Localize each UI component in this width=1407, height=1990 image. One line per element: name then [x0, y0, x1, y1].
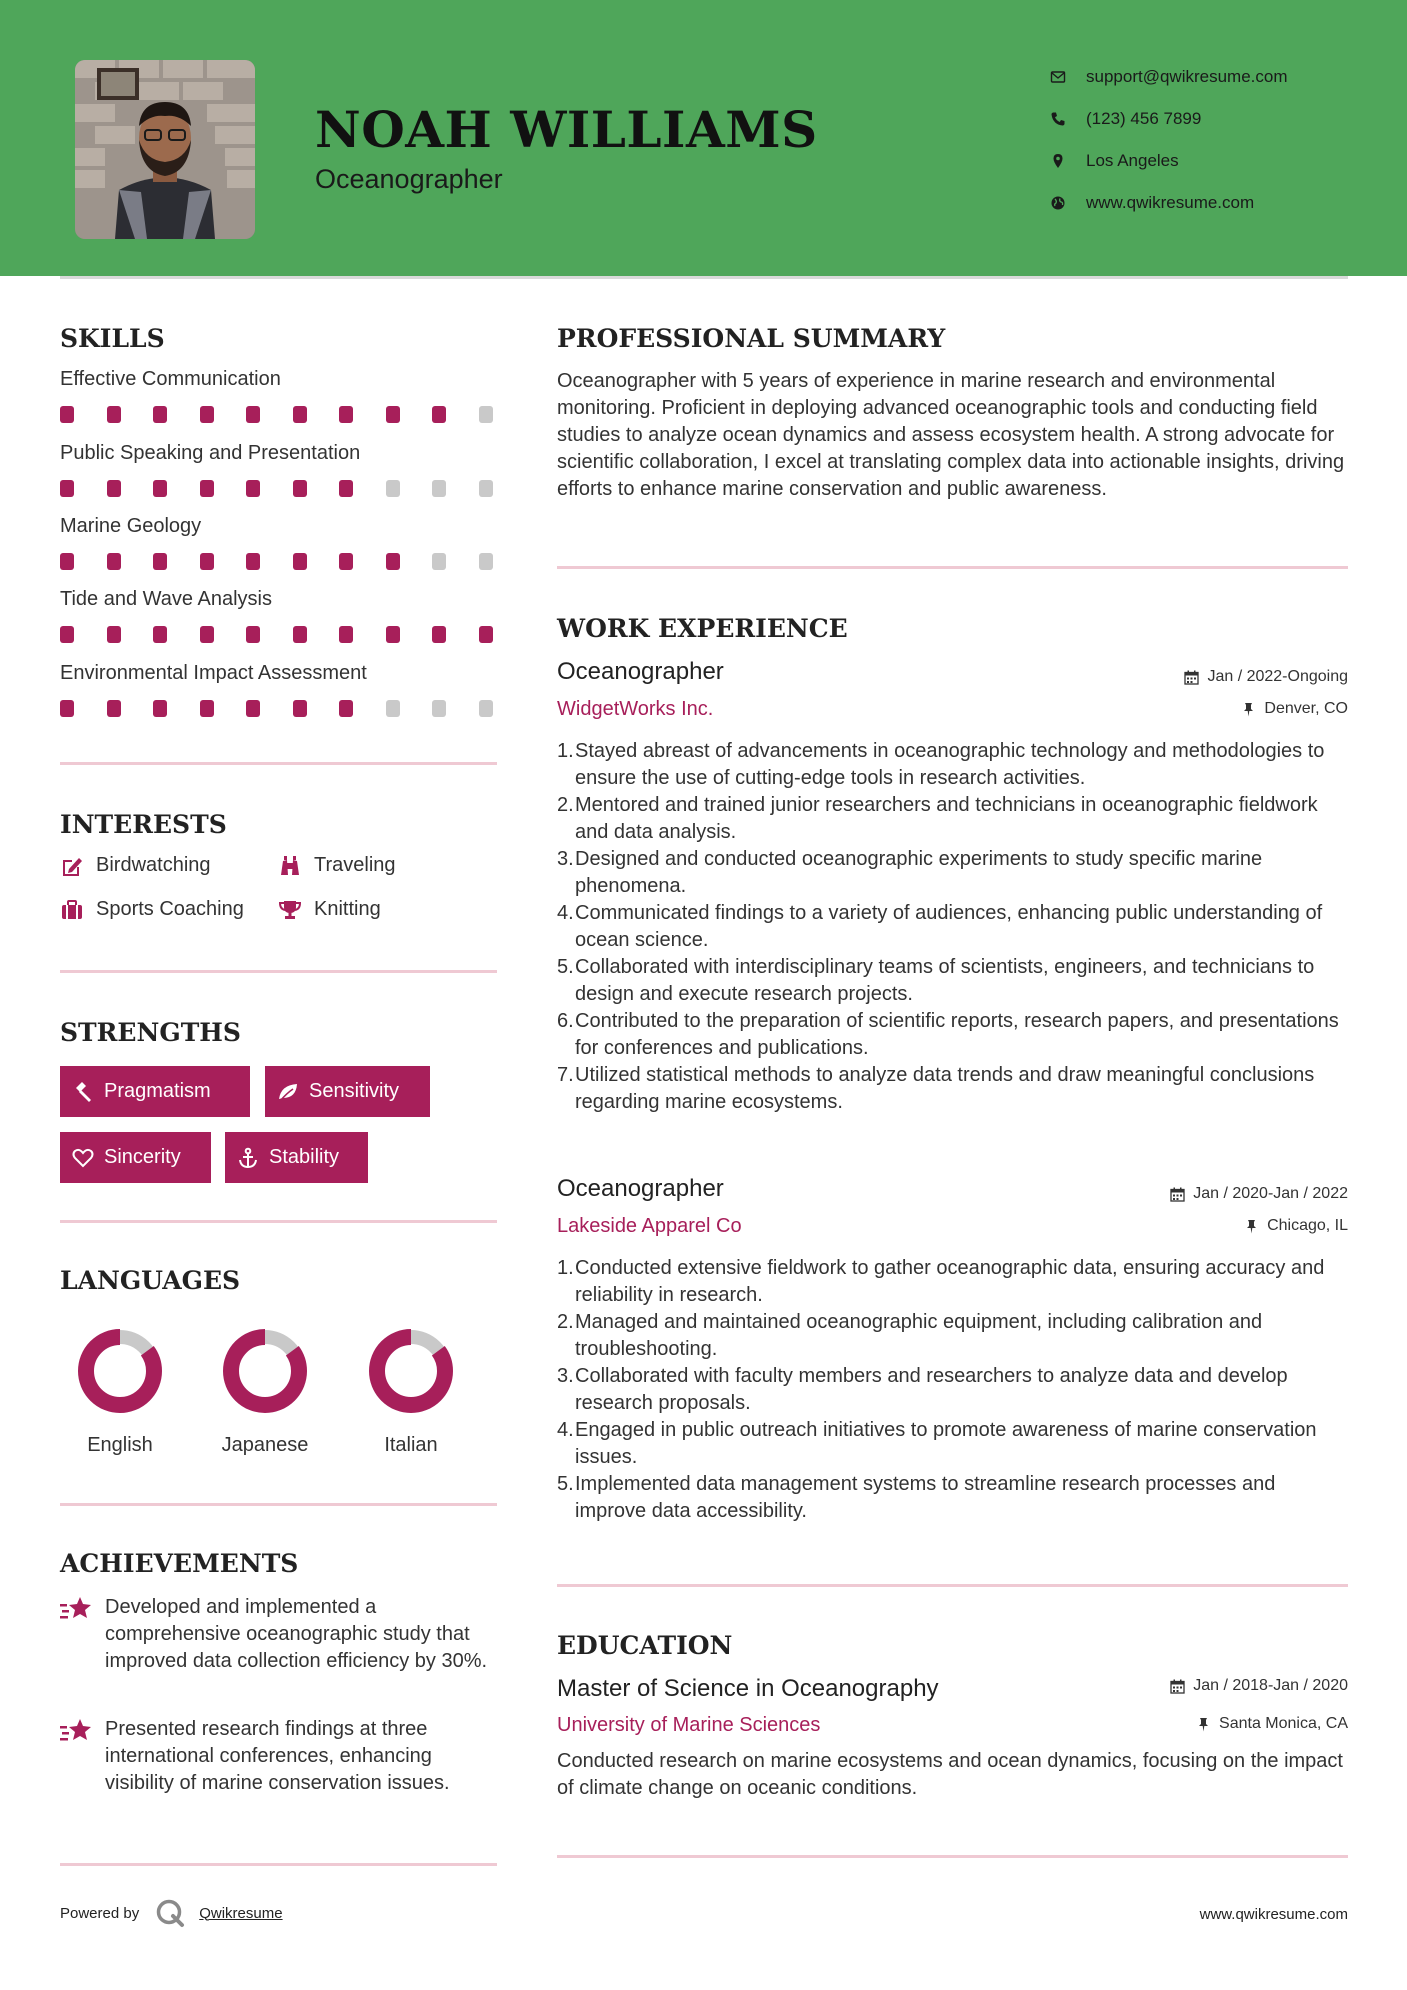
duty-number: 1. — [557, 740, 574, 762]
thumbtack-icon — [1244, 1219, 1259, 1234]
skill-name: Tide and Wave Analysis — [60, 588, 272, 610]
duty-text: Collaborated with faculty members and researchers to analyze data and develop research proposals. — [575, 1365, 1288, 1414]
skill-name: Effective Communication — [60, 368, 281, 390]
duty-item — [557, 1471, 1347, 1525]
achievement-text: Developed and implemented a comprehensive oceanographic study that improved data collection efficiency by 30%. — [105, 1596, 488, 1672]
duty-text: Designed and conducted oceanographic experiments to study specific marine phenomena. — [575, 848, 1263, 897]
duty-item — [557, 792, 1347, 846]
education-dates — [1170, 1677, 1348, 1695]
strength-chip — [265, 1066, 430, 1117]
duty-number: 5. — [557, 1473, 574, 1495]
education-location-text: Santa Monica, CA — [1219, 1715, 1348, 1732]
rating-dot-filled — [293, 406, 307, 423]
duty-item — [557, 1062, 1347, 1116]
contact-website[interactable] — [1050, 182, 1380, 224]
rating-dot-filled — [293, 700, 307, 717]
rating-dot-filled — [60, 480, 74, 497]
duty-text: Implemented data management systems to streamline research processes and improve data accessibility. — [575, 1473, 1276, 1522]
rating-dot-empty — [386, 700, 400, 717]
duty-item — [557, 1417, 1347, 1471]
job-title: Oceanographer — [557, 658, 724, 685]
achievement-item — [60, 1716, 500, 1797]
map-marker-icon — [1050, 153, 1086, 169]
interest-item — [278, 854, 396, 877]
rating-dot-filled — [339, 406, 353, 423]
job-location — [1241, 700, 1348, 718]
rating-dot-filled — [60, 700, 74, 717]
powered-by-text: Powered by — [60, 1904, 140, 1922]
anchor-icon — [237, 1147, 259, 1169]
shooting-star-icon — [60, 1717, 92, 1745]
contact-list — [1050, 56, 1380, 224]
calendar-icon — [1170, 1187, 1185, 1202]
strength-label: Stability — [269, 1146, 340, 1168]
rating-dot-filled — [293, 626, 307, 643]
language-item — [351, 1326, 471, 1457]
duty-item — [557, 1363, 1347, 1417]
job-title: Oceanographer — [557, 1175, 724, 1202]
interest-item — [60, 854, 211, 877]
duty-number: 1. — [557, 1257, 574, 1279]
contact-location-text: Los Angeles — [1086, 151, 1179, 170]
thumbtack-icon — [1196, 1717, 1211, 1732]
duty-number: 4. — [557, 1419, 574, 1441]
skills-title: SKILLS — [60, 324, 165, 353]
contact-email-text: support@qwikresume.com — [1086, 67, 1288, 86]
footer-powered-by — [60, 1898, 283, 1928]
rating-dot-empty — [479, 553, 493, 570]
rating-dot-filled — [153, 626, 167, 643]
job-location-text: Denver, CO — [1264, 700, 1348, 717]
duty-item — [557, 738, 1347, 792]
rating-dot-filled — [107, 700, 121, 717]
job-duties — [557, 738, 1347, 1116]
language-item — [205, 1326, 325, 1457]
achievement-item — [60, 1594, 500, 1675]
rating-dot-filled — [107, 626, 121, 643]
edit-icon — [60, 855, 84, 877]
rating-dot-filled — [432, 626, 446, 643]
rating-dot-filled — [200, 700, 214, 717]
contact-website-text: www.qwikresume.com — [1086, 193, 1255, 212]
job-duties — [557, 1255, 1347, 1525]
language-item — [60, 1326, 180, 1457]
resume-header — [0, 0, 1407, 276]
job-dates — [1170, 1185, 1348, 1203]
rating-dot-empty — [479, 480, 493, 497]
heart-icon — [72, 1147, 94, 1169]
rating-dot-filled — [246, 553, 260, 570]
candidate-role: Oceanographer — [315, 164, 503, 194]
rating-dot-filled — [153, 553, 167, 570]
rating-dot-filled — [479, 626, 493, 643]
calendar-icon — [1184, 670, 1199, 685]
duty-text: Collaborated with interdisciplinary teams of scientists, engineers, and technicians to design and execute research projects. — [575, 956, 1315, 1005]
calendar-icon — [1170, 1679, 1185, 1694]
leaf-icon — [277, 1081, 299, 1103]
job-location-text: Chicago, IL — [1267, 1217, 1348, 1234]
job-company: WidgetWorks Inc. — [557, 698, 714, 720]
duty-item — [557, 1008, 1347, 1062]
rating-dot-filled — [200, 406, 214, 423]
achievement-text: Presented research findings at three international conferences, enhancing visibility of marine conservation issues. — [105, 1718, 450, 1794]
skill-name: Environmental Impact Assessment — [60, 662, 367, 684]
briefcase-icon — [60, 899, 84, 921]
rating-dot-filled — [200, 553, 214, 570]
rating-dot-empty — [432, 553, 446, 570]
phone-icon — [1050, 111, 1086, 127]
section-divider — [557, 1584, 1348, 1587]
profile-photo-image — [75, 60, 255, 239]
interests-title: INTERESTS — [60, 810, 227, 839]
section-divider — [60, 970, 497, 973]
language-donut — [366, 1326, 456, 1416]
duty-number: 4. — [557, 902, 574, 924]
summary-title: PROFESSIONAL SUMMARY — [557, 324, 946, 353]
rating-dot-filled — [246, 480, 260, 497]
duty-text: Managed and maintained oceanographic equipment, including calibration and troubleshooting. — [575, 1311, 1263, 1360]
skill-name: Public Speaking and Presentation — [60, 442, 361, 464]
skill-rating — [60, 480, 525, 497]
skill-rating — [60, 626, 525, 643]
section-divider — [60, 1863, 497, 1866]
strength-label: Sensitivity — [309, 1080, 400, 1102]
rating-dot-filled — [246, 626, 260, 643]
header-divider — [60, 276, 1348, 279]
interest-label: Traveling — [314, 854, 396, 876]
duty-number: 2. — [557, 794, 574, 816]
duty-number: 5. — [557, 956, 574, 978]
rating-dot-filled — [246, 700, 260, 717]
language-label: English — [87, 1434, 153, 1456]
interest-label: Sports Coaching — [96, 898, 244, 920]
rating-dot-filled — [153, 480, 167, 497]
contact-phone[interactable] — [1050, 98, 1380, 140]
languages-title: LANGUAGES — [60, 1266, 241, 1295]
education-dates-text: Jan / 2018-Jan / 2020 — [1193, 1677, 1348, 1694]
summary-text: Oceanographer with 5 years of experience in marine research and environmental monitoring. Proficient in deploying advanced oceanographic tools and conducting field studies to analyze ocean dynamics and assess ecosystem health. A strong advocate for scientific collaboration, I excel at translating complex data into actionable insights, driving efforts to enhance marine conservation and public awareness. — [557, 370, 1345, 500]
education-title: EDUCATION — [557, 1631, 733, 1660]
duty-number: 3. — [557, 1365, 574, 1387]
rating-dot-filled — [60, 406, 74, 423]
globe-icon — [1050, 195, 1086, 211]
rating-dot-empty — [479, 700, 493, 717]
language-donut — [75, 1326, 165, 1416]
interest-item — [278, 898, 381, 921]
gavel-icon — [72, 1081, 94, 1103]
strength-chip — [60, 1066, 250, 1117]
achievements-title: ACHIEVEMENTS — [60, 1549, 299, 1578]
strengths-title: STRENGTHS — [60, 1018, 241, 1047]
section-divider — [60, 762, 497, 765]
education-location — [1196, 1715, 1348, 1733]
duty-item — [557, 900, 1347, 954]
education-school: University of Marine Sciences — [557, 1714, 821, 1736]
section-divider — [60, 1220, 497, 1223]
experience-title: WORK EXPERIENCE — [557, 614, 848, 643]
rating-dot-filled — [60, 553, 74, 570]
duty-text: Engaged in public outreach initiatives to promote awareness of marine conservation issues. — [575, 1419, 1317, 1468]
rating-dot-filled — [293, 553, 307, 570]
strength-chip — [60, 1132, 211, 1183]
rating-dot-filled — [107, 553, 121, 570]
contact-location — [1050, 140, 1380, 182]
envelope-icon — [1050, 69, 1086, 85]
duty-text: Mentored and trained junior researchers and technicians in oceanographic fieldwork and data analysis. — [575, 794, 1318, 843]
thumbtack-icon — [1241, 702, 1256, 717]
rating-dot-filled — [153, 406, 167, 423]
strength-label: Sincerity — [104, 1146, 181, 1168]
duty-text: Communicated findings to a variety of audiences, enhancing public understanding of ocean science. — [575, 902, 1323, 951]
duty-number: 7. — [557, 1064, 574, 1086]
rating-dot-empty — [432, 700, 446, 717]
skill-name: Marine Geology — [60, 515, 202, 537]
rating-dot-filled — [386, 626, 400, 643]
duty-text: Utilized statistical methods to analyze data trends and draw meaningful conclusions regarding marine ecosystems. — [575, 1064, 1315, 1113]
rating-dot-filled — [432, 406, 446, 423]
job-company: Lakeside Apparel Co — [557, 1215, 742, 1237]
qwikresume-link[interactable]: Qwikresume — [199, 1904, 283, 1922]
profile-photo — [75, 60, 255, 239]
duty-number: 2. — [557, 1311, 574, 1333]
job-location — [1244, 1217, 1348, 1235]
rating-dot-empty — [386, 480, 400, 497]
interest-label: Knitting — [314, 898, 381, 920]
rating-dot-filled — [107, 480, 121, 497]
duty-item — [557, 1255, 1347, 1309]
job-dates — [1184, 668, 1348, 686]
duty-text: Conducted extensive fieldwork to gather oceanographic data, ensuring accuracy and reliability in research. — [575, 1257, 1325, 1306]
job-dates-text: Jan / 2020-Jan / 2022 — [1193, 1185, 1348, 1202]
section-divider — [60, 1503, 497, 1506]
language-label: Italian — [384, 1434, 438, 1456]
rating-dot-filled — [200, 626, 214, 643]
skill-rating — [60, 700, 525, 717]
rating-dot-filled — [386, 553, 400, 570]
skill-rating — [60, 553, 525, 570]
section-divider — [557, 566, 1348, 569]
duty-item — [557, 954, 1347, 1008]
rating-dot-empty — [432, 480, 446, 497]
duty-text: Contributed to the preparation of scientific reports, research papers, and presentations for conferences and publications. — [575, 1010, 1339, 1059]
strength-label: Pragmatism — [104, 1080, 211, 1102]
duty-item — [557, 1309, 1347, 1363]
language-label: Japanese — [221, 1434, 309, 1456]
language-donut — [220, 1326, 310, 1416]
rating-dot-filled — [107, 406, 121, 423]
section-divider — [557, 1855, 1348, 1858]
shooting-star-icon — [60, 1595, 92, 1623]
rating-dot-filled — [293, 480, 307, 497]
education-description: Conducted research on marine ecosystems and ocean dynamics, focusing on the impact of climate change on oceanic conditions. — [557, 1750, 1343, 1799]
skill-rating — [60, 406, 525, 423]
contact-email[interactable] — [1050, 56, 1380, 98]
rating-dot-filled — [246, 406, 260, 423]
duty-text: Stayed abreast of advancements in oceanographic technology and methodologies to ensure the use of cutting-edge tools in research activities. — [575, 740, 1325, 789]
rating-dot-filled — [339, 480, 353, 497]
duty-item — [557, 846, 1347, 900]
education-degree: Master of Science in Oceanography — [557, 1675, 939, 1702]
rating-dot-filled — [60, 626, 74, 643]
rating-dot-filled — [153, 700, 167, 717]
job-dates-text: Jan / 2022-Ongoing — [1207, 668, 1348, 685]
contact-phone-text: (123) 456 7899 — [1086, 109, 1202, 128]
qwikresume-logo-icon — [155, 1898, 185, 1928]
candidate-name: NOAH WILLIAMS — [315, 100, 818, 159]
duty-number: 3. — [557, 848, 574, 870]
rating-dot-filled — [386, 406, 400, 423]
binoculars-icon — [278, 855, 302, 877]
footer-website[interactable]: www.qwikresume.com — [1199, 1906, 1348, 1923]
rating-dot-filled — [200, 480, 214, 497]
interest-label: Birdwatching — [96, 854, 211, 876]
duty-number: 6. — [557, 1010, 574, 1032]
rating-dot-filled — [339, 700, 353, 717]
trophy-icon — [278, 899, 302, 921]
rating-dot-filled — [339, 626, 353, 643]
rating-dot-filled — [339, 553, 353, 570]
rating-dot-empty — [479, 406, 493, 423]
interest-item — [60, 898, 244, 921]
strength-chip — [225, 1132, 368, 1183]
